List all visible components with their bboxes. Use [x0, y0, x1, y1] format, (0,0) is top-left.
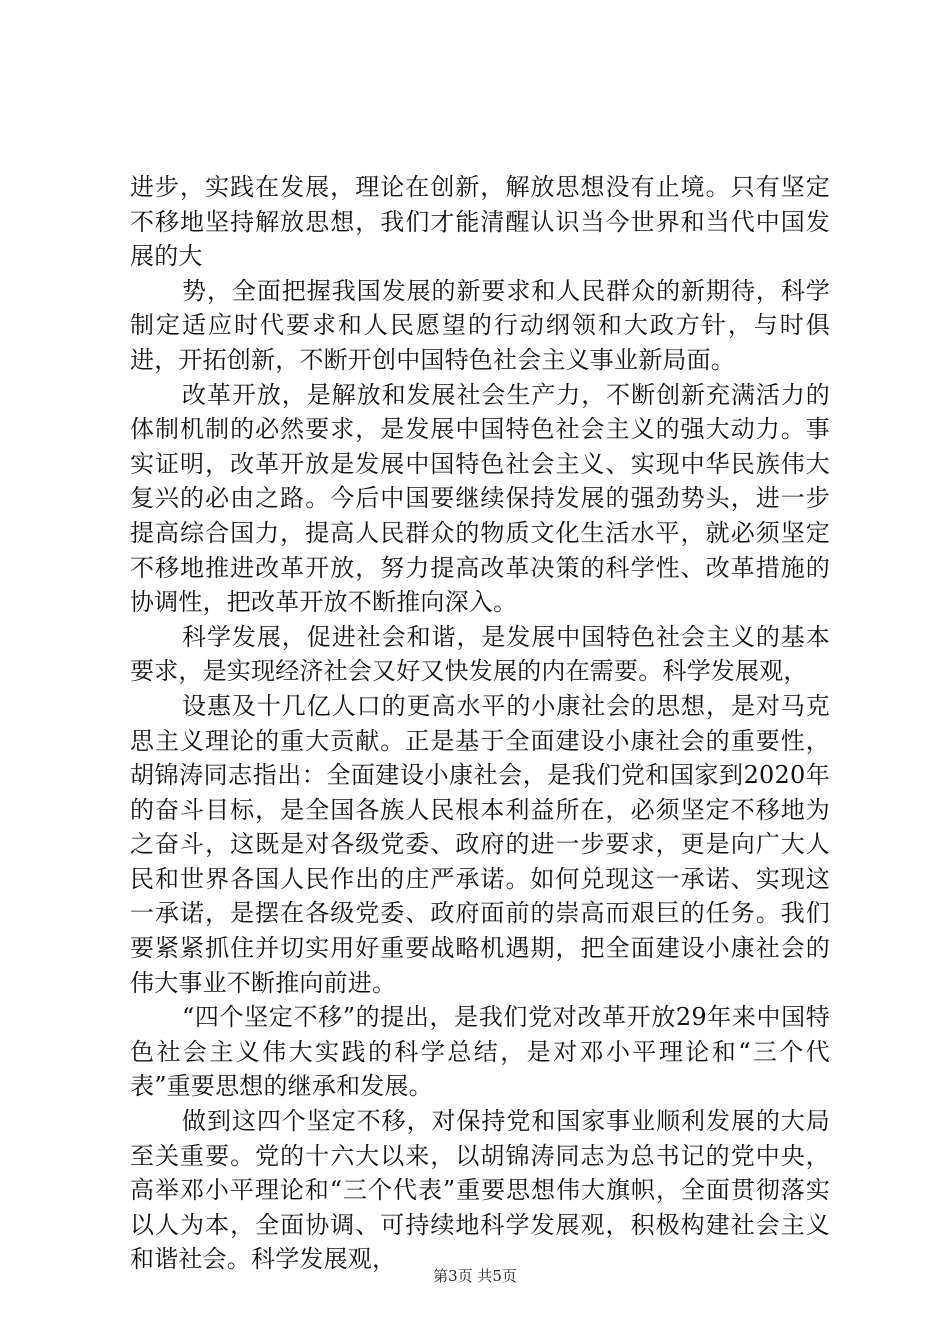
- document-body: [130, 170, 830, 1277]
- paragraph-2: 势，全面把握我国发展的新要求和人民群众的新期待，科学制定适应时代要求和人民愿望的行动纲领和大政方针，与时俱进，开拓创新，不断开创中国特色社会主义事业新局面。: [130, 276, 830, 374]
- paragraph-5: 设惠及十几亿人口的更高水平的小康社会的思想，是对马克思主义理论的重大贡献。正是基于全面建设小康社会的重要性，胡锦涛同志指出：全面建设小康社会，是我们党和国家到2020年的奋斗目标，是全国各族人民根本利益所在，必须坚定不移地为之奋斗，这既是对各级党委、政府的进一步要求，更是向广大人民和世界各国人民作出的庄严承诺。如何兑现这一承诺、实现这一承诺，是摆在各级党委、政府面前的崇高而艰巨的任务。我们要紧紧抓住并切实用好重要战略机遇期，把全面建设小康社会的伟大事业不断推向前进。: [130, 691, 830, 997]
- paragraph-4: 科学发展，促进社会和谐，是发展中国特色社会主义的基本要求，是实现经济社会又好又快发展的内在需要。科学发展观，: [130, 622, 830, 686]
- paragraph-1: 进步，实践在发展，理论在创新，解放思想没有止境。只有坚定不移地坚持解放思想，我们才能清醒认识当今世界和当代中国发展的大: [130, 173, 830, 271]
- paragraph-3: 改革开放，是解放和发展社会生产力，不断创新充满活力的体制机制的必然要求，是发展中国特色社会主义的强大动力。事实证明，改革开放是发展中国特色社会主义、实现中华民族伟大复兴的必由之路。今后中国要继续保持发展的强劲势头，进一步提高综合国力，提高人民群众的物质文化生活水平，就必须坚定不移地推进改革开放，努力提高改革决策的科学性、改革措施的协调性，把改革开放不断推向深入。: [130, 380, 830, 617]
- paragraph-7: 做到这四个坚定不移，对保持党和国家事业顺利发展的大局至关重要。党的十六大以来，以胡锦涛同志为总书记的党中央，高举邓小平理论和“三个代表”重要思想伟大旗帜，全面贯彻落实以人为本，全面协调、可持续地科学发展观，积极构建社会主义和谐社会。科学发展观，: [130, 1107, 830, 1274]
- page-number-footer: 第3页 共5页: [433, 1267, 517, 1285]
- paragraph-6: “四个坚定不移”的提出，是我们党对改革开放29年来中国特色社会主义伟大实践的科学总结，是对邓小平理论和“三个代表”重要思想的继承和发展。: [130, 1003, 830, 1101]
